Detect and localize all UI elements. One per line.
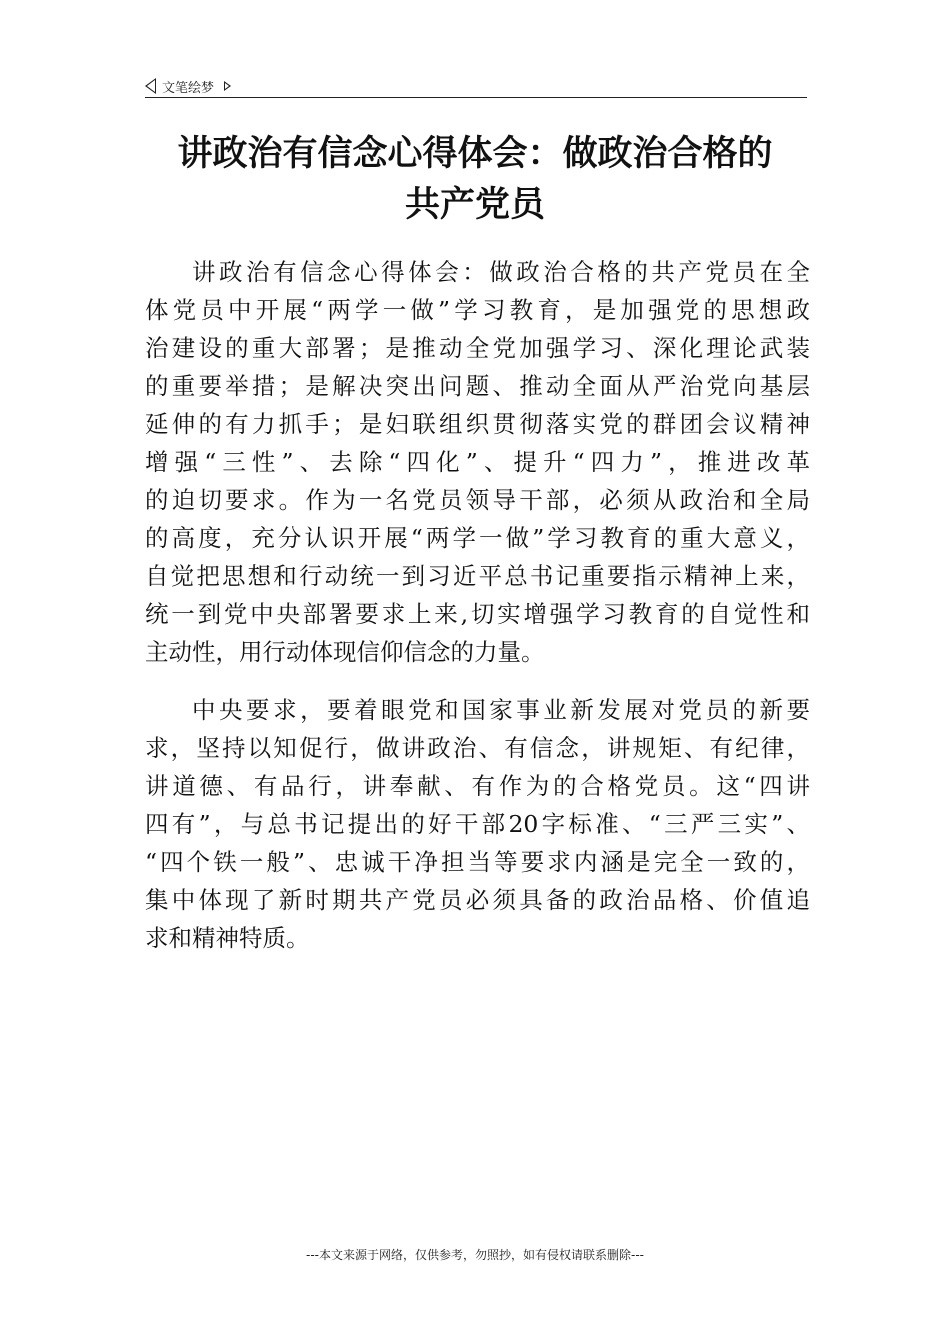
paragraph-line: 的迫切要求。作为一名党员领导干部，必须从政治和全局 xyxy=(145,486,810,514)
paragraph-line: 的高度，充分认识开展“两学一做”学习教育的重大意义， xyxy=(145,524,810,552)
paragraph-line: 主动性，用行动体现信仰信念的力量。 xyxy=(145,638,545,666)
paragraph-line: 讲道德、有品行，讲奉献、有作为的合格党员。这“四讲 xyxy=(145,772,810,800)
document-body xyxy=(145,255,810,959)
paragraph-line: 的重要举措；是解决突出问题、推动全面从严治党向基层 xyxy=(145,372,810,400)
paragraph-1 xyxy=(145,255,810,673)
paragraph-line: 求，坚持以知促行，做讲政治、有信念，讲规矩、有纪律， xyxy=(145,734,810,762)
title-line-1: 讲政治有信念心得体会：做政治合格的 xyxy=(177,133,773,174)
triangle-left-icon xyxy=(145,78,156,94)
paragraph-line: 体党员中开展“两学一做”学习教育，是加强党的思想政 xyxy=(145,296,810,324)
paragraph-line: 四有”，与总书记提出的好干部20字标准、“三严三实”、 xyxy=(145,810,810,838)
triangle-right-icon xyxy=(224,81,231,91)
paragraph-line: 自觉把思想和行动统一到习近平总书记重要指示精神上来， xyxy=(145,562,810,590)
paragraph-line: 集中体现了新时期共产党员必须具备的政治品格、价值追 xyxy=(145,886,810,914)
paragraph-line: 统一到党中央部署要求上来,切实增强学习教育的自觉性和 xyxy=(145,600,810,628)
paragraph-line: 增强“三性”、去除“四化”、提升“四力”，推进改革 xyxy=(145,448,810,476)
header-label: 文笔绘梦 xyxy=(162,80,215,96)
page-header xyxy=(145,76,807,98)
title-line-2: 共产党员 xyxy=(404,184,545,225)
paragraph-2 xyxy=(145,693,810,959)
paragraph-line: 讲政治有信念心得体会：做政治合格的共产党员在全 xyxy=(192,258,810,286)
document-title xyxy=(120,128,830,230)
paragraph-line: 治建设的重大部署；是推动全党加强学习、深化理论武装 xyxy=(145,334,810,362)
header-divider xyxy=(145,97,807,98)
paragraph-line: “四个铁一般”、忠诚干净担当等要求内涵是完全一致的， xyxy=(145,848,810,876)
paragraph-line: 求和精神特质。 xyxy=(145,924,310,952)
page-footer: ---本文来源于网络，仅供参考，勿照抄，如有侵权请联系删除--- xyxy=(306,1248,644,1262)
paragraph-line: 中央要求，要着眼党和国家事业新发展对党员的新要 xyxy=(192,696,810,724)
paragraph-line: 延伸的有力抓手；是妇联组织贯彻落实党的群团会议精神 xyxy=(145,410,810,438)
paragraph-spacer xyxy=(145,673,810,693)
